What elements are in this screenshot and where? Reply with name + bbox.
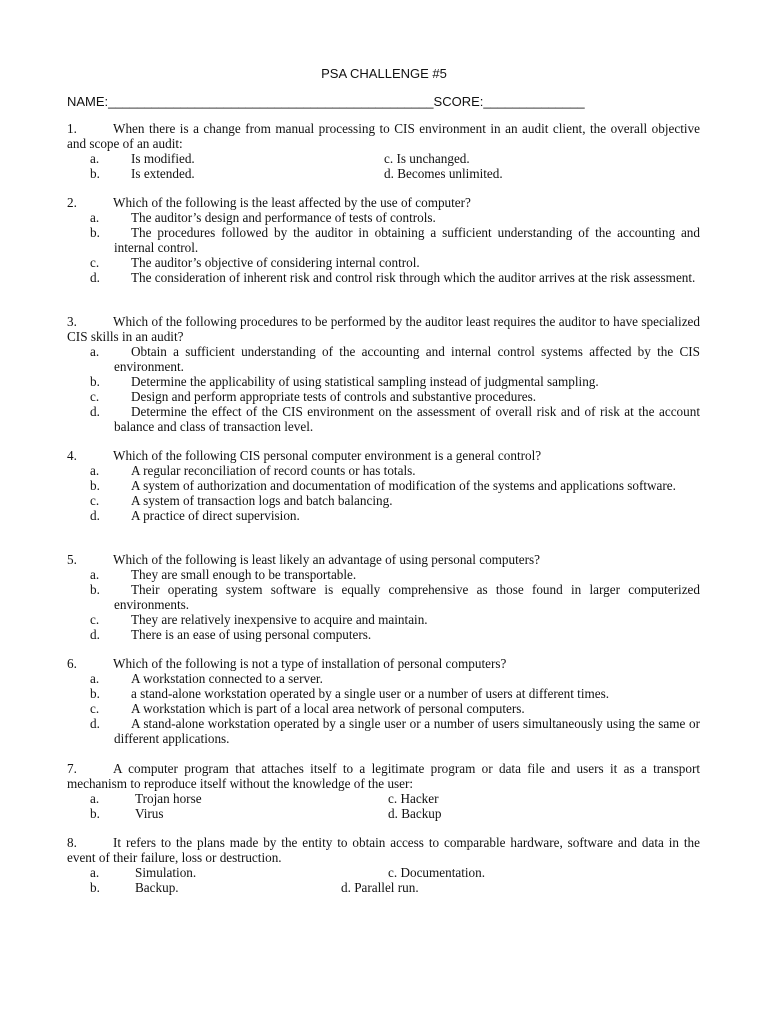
question-number: 1. xyxy=(67,121,77,136)
question-number: 4. xyxy=(67,448,77,463)
option-letter: a. xyxy=(90,151,100,166)
question-stem: Which of the following procedures to be performed by the auditor least requires the auditor to have specialized CIS skills in an audit? xyxy=(67,314,700,344)
option-text: a stand-alone workstation operated by a single user or a number of users at different times. xyxy=(131,686,610,701)
question-6 xyxy=(67,656,700,746)
option-letter: c. xyxy=(90,493,100,508)
option-text: Backup. xyxy=(135,880,179,895)
option-text: d. Backup xyxy=(388,806,442,821)
option-letter: b. xyxy=(90,225,100,240)
option-text: Their operating system software is equally comprehensive as those found in larger computerized environments. xyxy=(114,582,700,612)
question-number: 5. xyxy=(67,552,77,567)
option-text: Is extended. xyxy=(131,166,195,181)
option-letter: a. xyxy=(90,463,100,478)
question-number: 8. xyxy=(67,835,77,850)
question-number: 3. xyxy=(67,314,77,329)
question-stem: Which of the following is the least affected by the use of computer? xyxy=(113,195,471,210)
option-letter: d. xyxy=(90,270,100,285)
question-number: 2. xyxy=(67,195,77,210)
option-text: The auditor’s design and performance of tests of controls. xyxy=(131,210,436,225)
option-letter: d. xyxy=(90,627,100,642)
option-letter: b. xyxy=(90,686,100,701)
question-stem: When there is a change from manual processing to CIS environment in an audit client, the overall objective and scope of an audit: xyxy=(67,121,700,151)
option-text: Simulation. xyxy=(135,865,197,880)
option-text: The procedures followed by the auditor in obtaining a sufficient understanding of the accounting and internal control. xyxy=(114,225,700,255)
option-text: Trojan horse xyxy=(135,791,202,806)
option-letter: a. xyxy=(90,791,100,806)
question-stem: Which of the following is not a type of installation of personal computers? xyxy=(113,656,507,671)
option-text: A system of authorization and documentation of modification of the systems and applications software. xyxy=(131,478,676,493)
option-letter: a. xyxy=(90,567,100,582)
question-stem: Which of the following is least likely an advantage of using personal computers? xyxy=(113,552,541,567)
question-number: 6. xyxy=(67,656,77,671)
option-text: c. Is unchanged. xyxy=(384,151,470,166)
option-letter: d. xyxy=(90,716,100,731)
question-4 xyxy=(67,448,700,523)
option-letter: c. xyxy=(90,612,100,627)
page-title: PSA CHALLENGE #5 xyxy=(321,66,447,81)
question-3 xyxy=(67,314,700,434)
question-7 xyxy=(67,761,700,821)
option-text: They are relatively inexpensive to acquire and maintain. xyxy=(131,612,428,627)
option-text: The auditor’s objective of considering internal control. xyxy=(131,255,420,270)
option-letter: b. xyxy=(90,374,100,389)
option-text: Virus xyxy=(135,806,164,821)
option-text: Design and perform appropriate tests of controls and substantive procedures. xyxy=(131,389,537,404)
name-score-line: NAME:_____________________________________________SCORE:______________ xyxy=(67,94,585,109)
option-letter: b. xyxy=(90,166,100,181)
option-text: A workstation which is part of a local area network of personal computers. xyxy=(131,701,525,716)
option-text: d. Becomes unlimited. xyxy=(384,166,503,181)
question-5 xyxy=(67,552,700,642)
question-8 xyxy=(67,835,700,895)
option-letter: c. xyxy=(90,389,100,404)
question-2 xyxy=(67,195,700,285)
option-text: A workstation connected to a server. xyxy=(131,671,323,686)
option-text: A stand-alone workstation operated by a single user or a number of users simultaneously using the same or different applications. xyxy=(114,716,700,746)
option-letter: b. xyxy=(90,880,100,895)
question-number: 7. xyxy=(67,761,77,776)
option-letter: d. xyxy=(90,508,100,523)
option-text: Is modified. xyxy=(131,151,195,166)
option-text: A system of transaction logs and batch balancing. xyxy=(131,493,393,508)
option-text: Determine the effect of the CIS environment on the assessment of overall risk and of risk at the account balance and class of transaction level. xyxy=(114,404,700,434)
option-text: c. Documentation. xyxy=(388,865,486,880)
question-stem: A computer program that attaches itself to a legitimate program or data file and users it as a transport mechanism to reproduce itself without the knowledge of the user: xyxy=(67,761,700,791)
question-stem: It refers to the plans made by the entity to obtain access to comparable hardware, software and data in the event of their failure, loss or destruction. xyxy=(67,835,700,865)
option-text: A practice of direct supervision. xyxy=(131,508,300,523)
option-letter: c. xyxy=(90,701,100,716)
option-letter: a. xyxy=(90,344,100,359)
option-text: They are small enough to be transportable. xyxy=(131,567,357,582)
option-letter: a. xyxy=(90,865,100,880)
question-stem: Which of the following CIS personal computer environment is a general control? xyxy=(113,448,542,463)
option-letter: a. xyxy=(90,210,100,225)
option-text: c. Hacker xyxy=(388,791,439,806)
option-text: Determine the applicability of using statistical sampling instead of judgmental sampling. xyxy=(131,374,599,389)
option-letter: b. xyxy=(90,582,100,597)
option-text: A regular reconciliation of record counts or has totals. xyxy=(131,463,416,478)
option-text: There is an ease of using personal computers. xyxy=(131,627,372,642)
option-text: The consideration of inherent risk and control risk through which the auditor arrives at the risk assessment. xyxy=(131,270,696,285)
option-text: d. Parallel run. xyxy=(341,880,419,895)
question-1 xyxy=(67,121,700,181)
option-letter: c. xyxy=(90,255,100,270)
option-text: Obtain a sufficient understanding of the accounting and internal control systems affected by the CIS environment. xyxy=(114,344,700,374)
option-letter: b. xyxy=(90,806,100,821)
option-letter: a. xyxy=(90,671,100,686)
option-letter: d. xyxy=(90,404,100,419)
option-letter: b. xyxy=(90,478,100,493)
